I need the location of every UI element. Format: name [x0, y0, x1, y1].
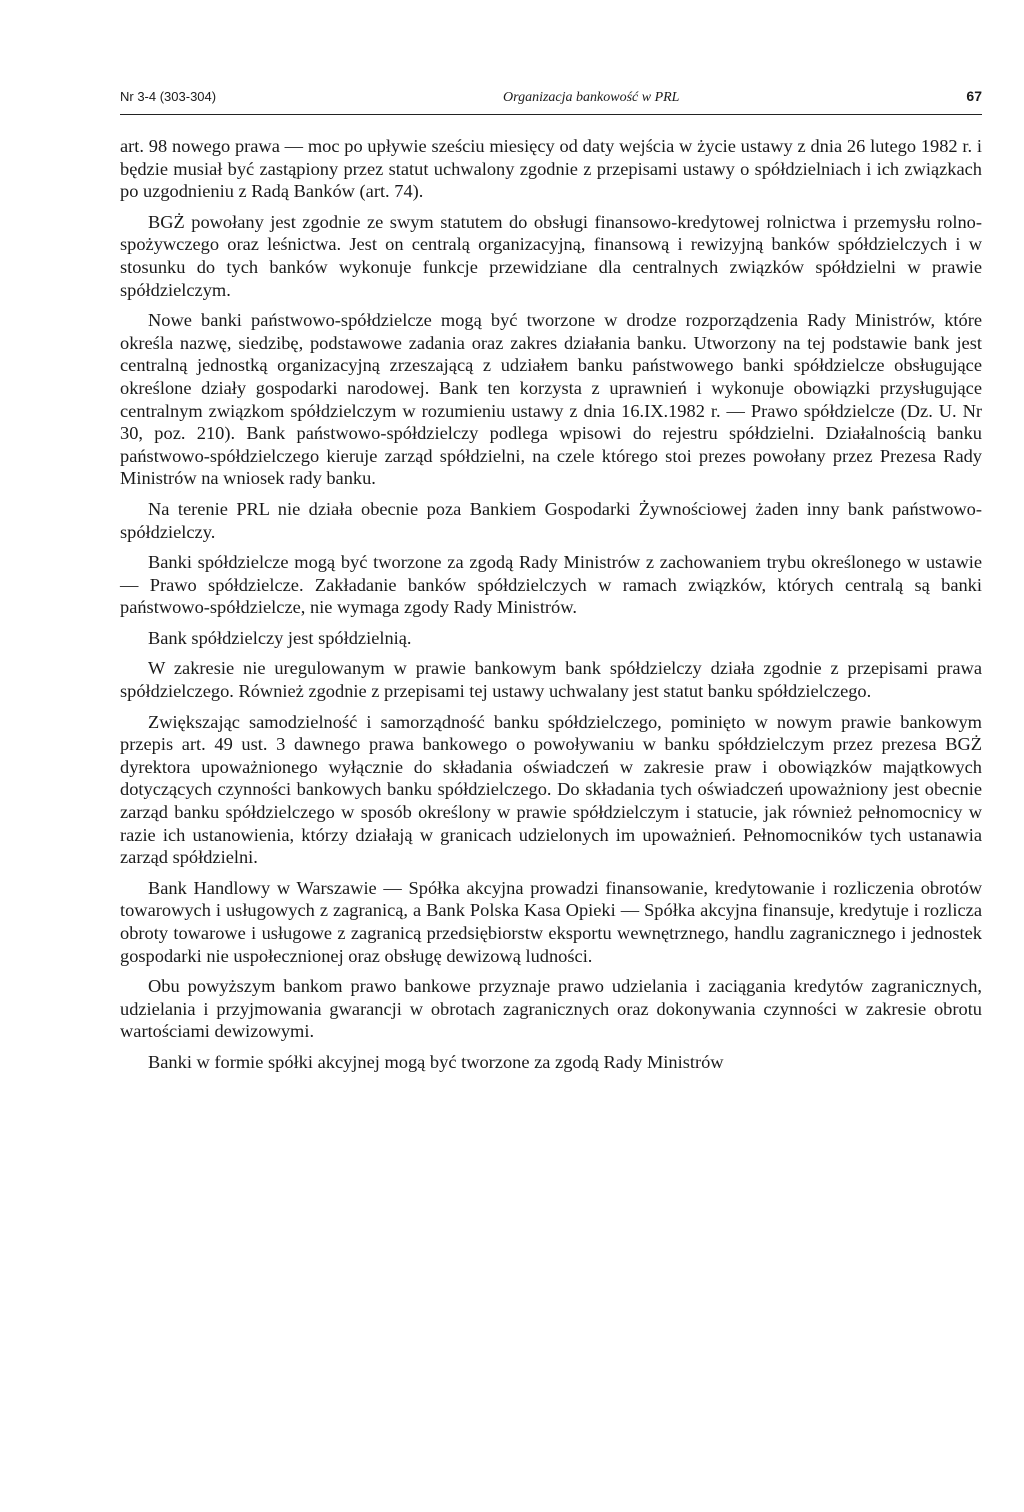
paragraph: Banki w formie spółki akcyjnej mogą być tworzone za zgodą Rady Ministrów — [148, 1051, 724, 1072]
page-number: 67 — [966, 88, 982, 104]
document-page — [120, 88, 982, 1082]
paragraph: Zwiększając samodzielność i samorządność banku spółdzielczego, pominięto w nowym prawie bankowym przepis art. 49 ust. 3 dawnego prawa bankowego o powoływaniu w banku spółdzielczym przez prezesa BGŻ dyrektora upoważnionego wyłącznie do składania oświadczeń w zakresie praw i obowiązków majątkowych dotyczących czynności bankowych banku spółdzielczego. Do składania tych oświadczeń upoważniony jest obecnie zarząd banku spółdzielczego w sposób określony w prawie spółdzielczym i statucie, jak również pełnomocnicy w razie ich ustanowienia, którzy działają w granicach udzielonych im upoważnień. Pełnomocników tych ustanawia zarząd spółdzielni. — [120, 711, 982, 868]
paragraph: art. 98 nowego prawa — moc po upływie sześciu miesięcy od daty wejścia w życie ustawy z dnia 26 lutego 1982 r. i będzie musiał być zastąpiony przez statut uchwalony zgodnie z przepisami ustawy o spółdzielniach i ich związkach po uzgodnieniu z Radą Banków (art. 74). — [120, 136, 982, 202]
paragraph: Nowe banki państwowo-spółdzielcze mogą być tworzone w drodze rozporządzenia Rady Ministrów, które określa nazwę, siedzibę, podstawowe zadania oraz zakres działania banku. Utworzony na tej podstawie bank jest centralną jednostką organizacyjną zrzeszającą z udziałem banku państwowego banki spółdzielcze obsługujące określone działy gospodarki narodowej. Bank ten korzysta z uprawnień i wykonuje obowiązki przysługujące centralnym związkom spółdzielczym w rozumieniu ustawy z dnia 16.IX.1982 r. — Prawo spółdzielcze (Dz. U. Nr 30, poz. 210). Bank państwowo-spółdzielczy podlega wpisowi do rejestru spółdzielni. Działalnością banku państwowo-spółdzielczego kieruje zarząd spółdzielni, na czele którego stoi prezes powołany przez Prezesa Rady Ministrów na wniosek rady banku. — [120, 310, 982, 489]
issue-number: Nr 3-4 (303-304) — [120, 89, 217, 104]
running-header — [120, 88, 982, 115]
running-title: Organizacja bankowość w PRL — [503, 90, 680, 105]
paragraph: Bank Handlowy w Warszawie — Spółka akcyjna prowadzi finansowanie, kredytowanie i rozliczenia obrotów towarowych i usługowych z zagranicą, a Bank Polska Kasa Opieki — Spółka akcyjna finansuje, kredytuje i rozlicza obroty towarowe i usługowe z zagranicą przedsiębiorstw eksportu wewnętrznego, handlu zagranicznego i jednostek gospodarki nie uspołecznionej oraz obsługę dewizową ludności. — [120, 877, 982, 966]
paragraph: BGŻ powołany jest zgodnie ze swym statutem do obsługi finansowo-kredytowej rolnictwa i przemysłu rolno-spożywczego oraz leśnictwa. Jest on centralą organizacyjną, finansową i rewizyjną banków spółdzielczych i w stosunku do tych banków wykonuje funkcje przewidziane dla centralnych związków spółdzielni w prawie spółdzielczym. — [120, 211, 982, 300]
paragraph: Na terenie PRL nie działa obecnie poza Bankiem Gospodarki Żywnościowej żaden inny bank państwowo-spółdzielczy. — [120, 498, 982, 542]
body-text — [120, 135, 982, 1074]
paragraph: Obu powyższym bankom prawo bankowe przyznaje prawo udzielania i zaciągania kredytów zagranicznych, udzielania i przyjmowania gwarancji w obrotach zagranicznych oraz dokonywania czynności w zakresie obrotu wartościami dewizowymi. — [120, 976, 982, 1042]
paragraph: Bank spółdzielczy jest spółdzielnią. — [148, 627, 412, 648]
paragraph: W zakresie nie uregulowanym w prawie bankowym bank spółdzielczy działa zgodnie z przepisami prawa spółdzielczego. Również zgodnie z przepisami tej ustawy uchwalany jest statut banku spółdzielczego. — [120, 658, 982, 702]
paragraph: Banki spółdzielcze mogą być tworzone za zgodą Rady Ministrów z zachowaniem trybu określonego w ustawie — Prawo spółdzielcze. Zakładanie banków spółdzielczych w ramach związków, których centralą są banki państwowo-spółdzielcze, nie wymaga zgody Rady Ministrów. — [120, 552, 982, 618]
